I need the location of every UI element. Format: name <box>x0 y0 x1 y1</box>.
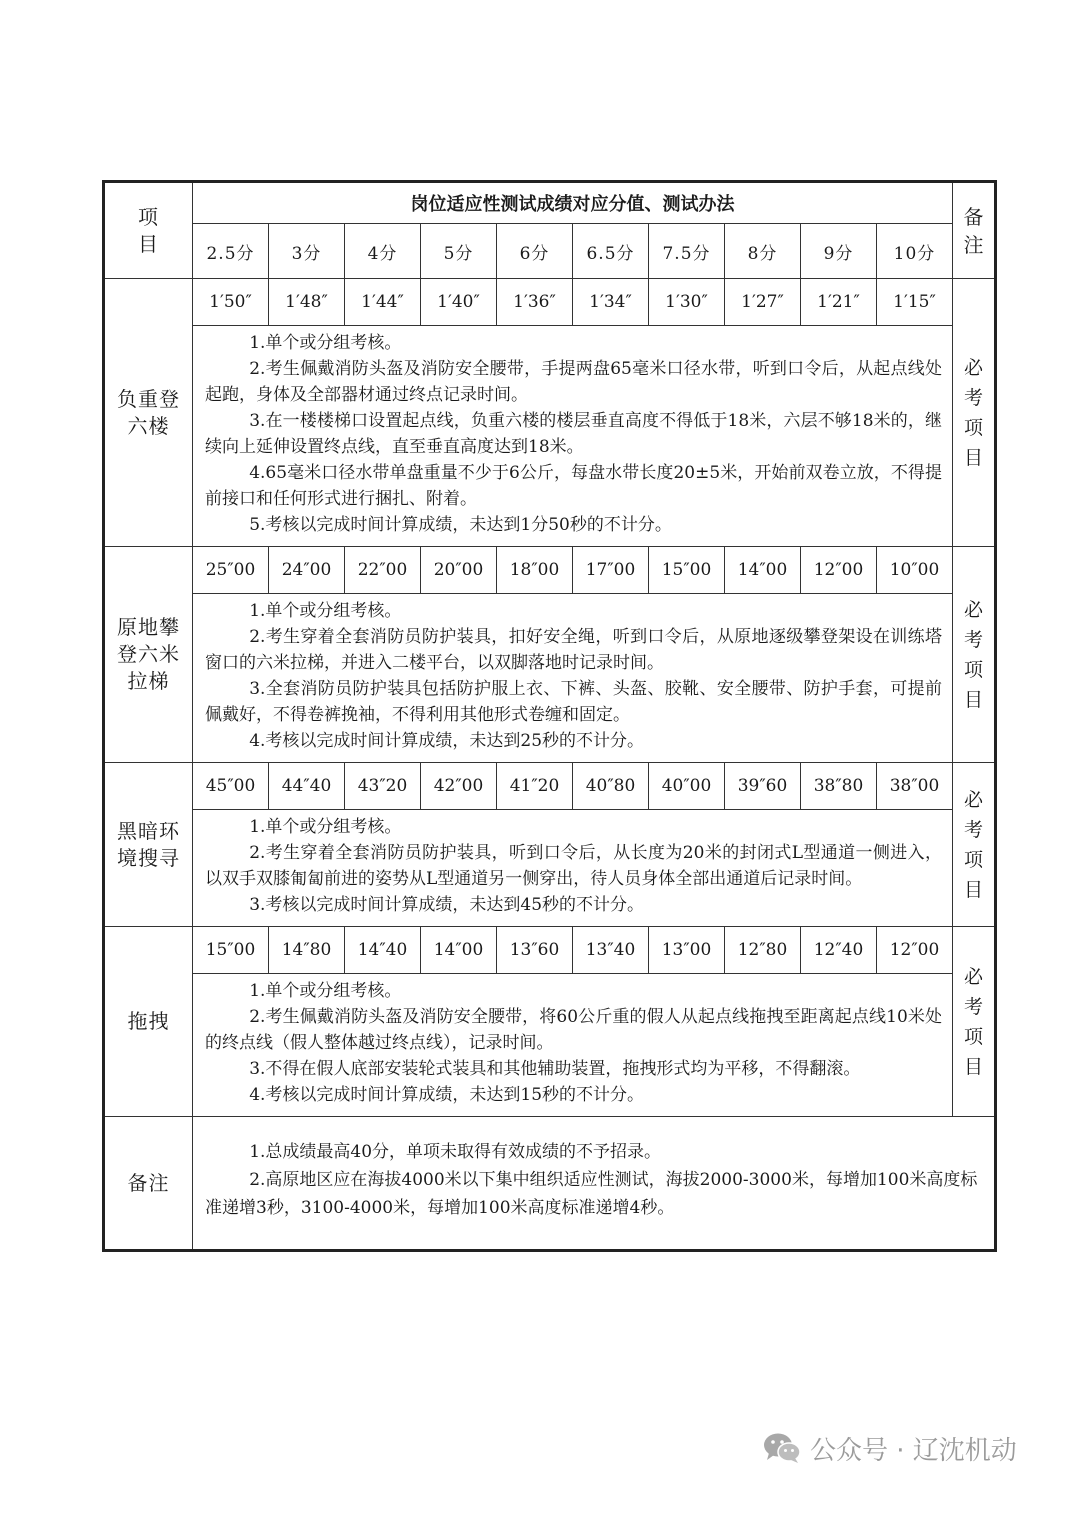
test-method-cell <box>193 974 953 1117</box>
header-item-cell <box>104 182 193 279</box>
time-value-cell: 13″40 <box>573 927 649 974</box>
time-value-cell: 12″00 <box>801 547 877 594</box>
remarks-line: 2.高原地区应在海拔4000米以下集中组织适应性测试，海拔2000-3000米，每增加100米高度标准递增3秒，3100-4000米，每增加100米高度标准递增4秒。 <box>205 1170 978 1218</box>
score-header-row <box>104 224 996 279</box>
time-value-cell: 15″00 <box>193 927 269 974</box>
time-value-cell: 1′30″ <box>649 279 725 326</box>
time-value-cell: 14″00 <box>421 927 497 974</box>
header-remarks-label: 注 <box>963 232 984 257</box>
time-value-cell: 14″80 <box>269 927 345 974</box>
test-method-line: 3.全套消防员防护装具包括防护服上衣、下裤、头盔、胶靴、安全腰带、防护手套，可提前佩戴好，不得卷裤挽袖，不得利用其他形式卷缠和固定。 <box>205 679 942 725</box>
time-value-cell: 25″00 <box>193 547 269 594</box>
test-method-line: 2.考生佩戴消防头盔及消防安全腰带，手提两盘65毫米口径水带，听到口令后，从起点线处起跑，身体及全部器材通过终点记录时间。 <box>205 359 942 405</box>
required-note-char: 必 <box>963 965 983 988</box>
time-value-cell: 13″60 <box>497 927 573 974</box>
time-value-cell: 1′34″ <box>573 279 649 326</box>
time-value-cell: 38″00 <box>877 763 953 810</box>
required-note-char: 考 <box>963 386 983 409</box>
score-cell: 4分 <box>345 224 421 279</box>
required-note-char: 目 <box>963 446 983 469</box>
required-note-cell <box>953 279 996 547</box>
item-values-row <box>104 763 996 810</box>
item-name-line: 登六米 <box>117 642 180 666</box>
test-method-line: 1.单个或分组考核。 <box>249 817 402 837</box>
item-name-cell <box>104 927 193 1117</box>
score-cell: 9分 <box>801 224 877 279</box>
time-value-cell: 22″00 <box>345 547 421 594</box>
remarks-row <box>104 1117 996 1251</box>
time-value-cell: 12″40 <box>801 927 877 974</box>
required-note-char: 项 <box>963 658 983 681</box>
time-value-cell: 44″40 <box>269 763 345 810</box>
header-item-label: 目 <box>138 231 159 256</box>
item-name-line: 六楼 <box>127 413 170 438</box>
time-value-cell: 13″00 <box>649 927 725 974</box>
time-value-cell: 40″80 <box>573 763 649 810</box>
required-note-char: 考 <box>963 818 983 841</box>
test-method-line: 1.单个或分组考核。 <box>249 601 402 621</box>
watermark-text: 公众号 · 辽沈机动 <box>810 1435 1017 1466</box>
time-value-cell: 12″00 <box>877 927 953 974</box>
time-value-cell: 1′15″ <box>877 279 953 326</box>
required-note-cell <box>953 547 996 763</box>
time-value-cell: 12″80 <box>725 927 801 974</box>
time-value-cell: 17″00 <box>573 547 649 594</box>
score-cell: 2.5分 <box>193 224 269 279</box>
table-title: 岗位适应性测试成绩对应分值、测试办法 <box>193 182 953 224</box>
header-remarks-cell <box>953 182 996 279</box>
test-standards-table <box>102 180 997 1252</box>
time-value-cell: 1′40″ <box>421 279 497 326</box>
header-remarks-label: 备 <box>963 204 984 229</box>
item-values-row <box>104 927 996 974</box>
watermark <box>762 1428 1017 1468</box>
score-cell: 7.5分 <box>649 224 725 279</box>
test-method-line: 4.65毫米口径水带单盘重量不少于6公斤，每盘水带长度20±5米，开始前双卷立放，不得提前接口和任何形式进行捆扎、附着。 <box>205 463 942 509</box>
required-note-char: 考 <box>963 628 983 651</box>
item-values-row <box>104 547 996 594</box>
test-method-line: 3.不得在假人底部安装轮式装具和其他辅助装置，拖拽形式均为平移，不得翻滚。 <box>249 1059 861 1079</box>
time-value-cell: 15″00 <box>649 547 725 594</box>
test-method-cell <box>193 326 953 547</box>
item-method-row <box>104 974 996 1117</box>
item-name-cell <box>104 547 193 763</box>
time-value-cell: 38″80 <box>801 763 877 810</box>
time-value-cell: 24″00 <box>269 547 345 594</box>
test-method-line: 4.考核以完成时间计算成绩，未达到15秒的不计分。 <box>249 1085 645 1105</box>
time-value-cell: 1′21″ <box>801 279 877 326</box>
item-method-row <box>104 326 996 547</box>
header-item-label: 项 <box>138 204 159 229</box>
time-value-cell: 14″40 <box>345 927 421 974</box>
score-cell: 10分 <box>877 224 953 279</box>
item-name-line: 负重登 <box>117 386 180 411</box>
time-value-cell: 14″00 <box>725 547 801 594</box>
required-note-char: 项 <box>963 416 983 439</box>
test-method-line: 2.考生穿着全套消防员防护装具，听到口令后，从长度为20米的封闭式L型通道一侧进入，以双手双膝匍匐前进的姿势从L型通道另一侧穿出，待人员身体全部出通道后记录时间。 <box>205 843 942 889</box>
time-value-cell: 41″20 <box>497 763 573 810</box>
item-name-cell <box>104 279 193 547</box>
test-method-cell <box>193 594 953 763</box>
test-method-line: 3.在一楼楼梯口设置起点线，负重六楼的楼层垂直高度不得低于18米，六层不够18米的，继续向上延伸设置终点线，直至垂直高度达到18米。 <box>205 411 942 457</box>
item-method-row <box>104 594 996 763</box>
required-note-char: 目 <box>963 688 983 711</box>
time-value-cell: 1′50″ <box>193 279 269 326</box>
required-note-char: 必 <box>963 356 983 379</box>
item-name-line: 原地攀 <box>117 615 180 639</box>
remarks-label: 备注 <box>104 1117 193 1251</box>
item-name-line: 境搜寻 <box>117 845 180 870</box>
time-value-cell: 39″60 <box>725 763 801 810</box>
wechat-icon <box>762 1431 802 1465</box>
test-method-line: 2.考生穿着全套消防员防护装具，扣好安全绳，听到口令后，从原地逐级攀登架设在训练塔窗口的六米拉梯，并进入二楼平台，以双脚落地时记录时间。 <box>205 627 942 673</box>
test-method-line: 1.单个或分组考核。 <box>249 333 402 353</box>
score-cell: 8分 <box>725 224 801 279</box>
required-note-char: 必 <box>963 598 983 621</box>
item-name-cell <box>104 763 193 927</box>
required-note-char: 项 <box>963 848 983 871</box>
time-value-cell: 10″00 <box>877 547 953 594</box>
time-value-cell: 1′44″ <box>345 279 421 326</box>
time-value-cell: 45″00 <box>193 763 269 810</box>
test-method-line: 4.考核以完成时间计算成绩，未达到25秒的不计分。 <box>249 731 645 751</box>
test-method-line: 5.考核以完成时间计算成绩，未达到1分50秒的不计分。 <box>249 515 672 535</box>
time-value-cell: 1′36″ <box>497 279 573 326</box>
test-method-line: 2.考生佩戴消防头盔及消防安全腰带，将60公斤重的假人从起点线拖拽至距离起点线10米处的终点线（假人整体越过终点线），记录时间。 <box>205 1007 942 1053</box>
item-name-line: 拉梯 <box>127 669 170 693</box>
item-method-row <box>104 810 996 927</box>
test-method-cell <box>193 810 953 927</box>
remarks-line: 1.总成绩最高40分，单项未取得有效成绩的不予招录。 <box>249 1142 662 1162</box>
score-cell: 3分 <box>269 224 345 279</box>
required-note-char: 目 <box>963 1055 983 1078</box>
required-note-cell <box>953 763 996 927</box>
required-note-char: 必 <box>963 788 983 811</box>
score-cell: 5分 <box>421 224 497 279</box>
item-name-line: 拖拽 <box>127 1009 170 1033</box>
required-note-cell <box>953 927 996 1117</box>
required-note-char: 目 <box>963 878 983 901</box>
required-note-char: 项 <box>963 1025 983 1048</box>
time-value-cell: 1′48″ <box>269 279 345 326</box>
time-value-cell: 18″00 <box>497 547 573 594</box>
remarks-content <box>193 1117 996 1251</box>
test-method-line: 1.单个或分组考核。 <box>249 981 402 1001</box>
time-value-cell: 43″20 <box>345 763 421 810</box>
item-values-row <box>104 279 996 326</box>
required-note-char: 考 <box>963 995 983 1018</box>
test-method-line: 3.考核以完成时间计算成绩，未达到45秒的不计分。 <box>249 895 645 915</box>
time-value-cell: 1′27″ <box>725 279 801 326</box>
score-cell: 6.5分 <box>573 224 649 279</box>
time-value-cell: 20″00 <box>421 547 497 594</box>
item-name-line: 黑暗环 <box>117 818 180 843</box>
time-value-cell: 42″00 <box>421 763 497 810</box>
time-value-cell: 40″00 <box>649 763 725 810</box>
score-cell: 6分 <box>497 224 573 279</box>
